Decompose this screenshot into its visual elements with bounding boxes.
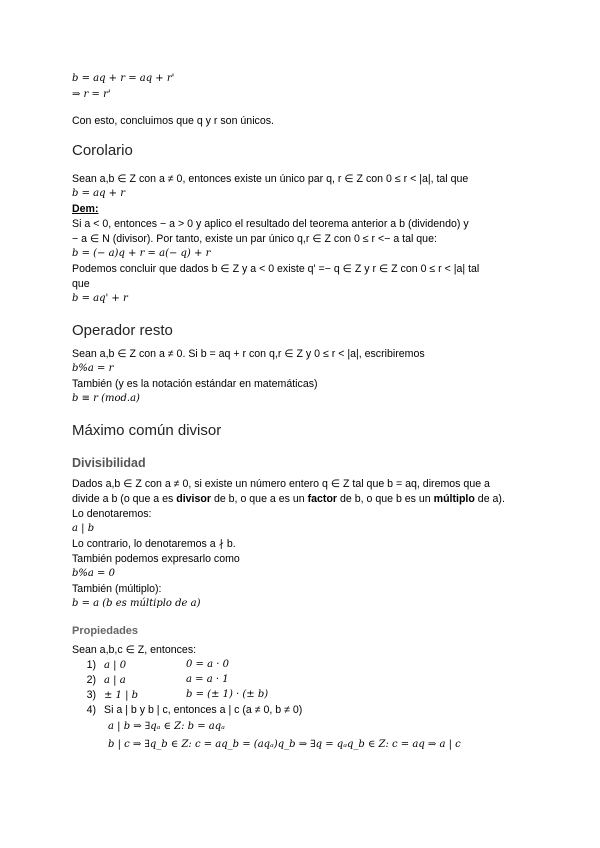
equation-line: a | b ⇒ ∃qₐ ∈ Z: b = aqₐ [108, 721, 225, 732]
list-number: 2) [86, 674, 96, 686]
text-run: de b, o que b es un [337, 493, 434, 505]
equation-line: b | c ⇒ ∃q_b ∈ Z: c = aq_b = (aqₐ)q_b ⇒ ∃q = qₐq_b ∈ Z: c = aq ⇒ a | c [108, 739, 461, 750]
paragraph: Si a < 0, entonces − a > 0 y aplico el resultado del teorema anterior a b (dividendo) y [72, 218, 469, 230]
heading-propiedades: Propiedades [72, 625, 139, 637]
equation-line: ⇒ r = r' [72, 89, 111, 100]
paragraph: Sean a,b ∈ Z con a ≠ 0. Si b = aq + r con q,r ∈ Z y 0 ≤ r < |a|, escribiremos [72, 348, 425, 360]
dem-label: Dem: [72, 203, 99, 215]
text-run: de a). [474, 493, 505, 505]
list-expr: a | 0 [104, 660, 127, 671]
paragraph: Con esto, concluimos que q y r son únicos. [72, 115, 274, 127]
paragraph: Sean a,b ∈ Z con a ≠ 0, entonces existe un único par q, r ∈ Z con 0 ≤ r < |a|, tal que [72, 173, 469, 185]
paragraph: También (y es la notación estándar en matemáticas) [72, 378, 318, 390]
list-proof: b = (± 1) · (± b) [186, 689, 269, 700]
heading-divisibilidad: Divisibilidad [72, 456, 146, 470]
list-expr: Si a | b y b | c, entonces a | c (a ≠ 0, b ≠ 0) [104, 704, 303, 716]
list-item [78, 703, 302, 717]
paragraph: Lo contrario, lo denotaremos a ∤ b. [72, 538, 236, 550]
list-proof: 0 = a · 0 [186, 659, 229, 670]
equation-line: b ≡ r (mod.a) [72, 393, 140, 404]
term-divisor: divisor [176, 493, 211, 505]
paragraph: También podemos expresarlo como [72, 553, 240, 565]
paragraph: Podemos concluir que dados b ∈ Z y a < 0 existe q' =− q ∈ Z y r ∈ Z con 0 ≤ r < |a| tal [72, 263, 480, 275]
heading-maximo-comun-divisor: Máximo común divisor [72, 422, 222, 439]
term-factor: factor [307, 493, 338, 505]
equation-line: b = aq + r [72, 188, 126, 199]
term-multiplo: múltiplo [433, 493, 475, 505]
list-item [78, 688, 269, 703]
equation-line: a | b [72, 523, 95, 534]
equation-line: b = a (b es múltiplo de a) [72, 598, 201, 609]
list-item [78, 658, 229, 673]
text-run: divide a b (o que a es [72, 493, 177, 505]
paragraph: que [72, 278, 90, 290]
list-expr: ± 1 | b [104, 690, 139, 701]
equation-line: b%a = r [72, 363, 114, 374]
paragraph: Sean a,b,c ∈ Z, entonces: [72, 644, 197, 656]
paragraph-mixed [72, 492, 505, 506]
heading-corolario: Corolario [72, 142, 133, 159]
paragraph: También (múltiplo): [72, 583, 162, 595]
heading-operador-resto: Operador resto [72, 322, 173, 339]
equation-line: b%a = 0 [72, 568, 115, 579]
paragraph: − a ∈ N (divisor). Por tanto, existe un par único q,r ∈ Z con 0 ≤ r <− a tal que: [72, 233, 437, 245]
list-item [78, 673, 229, 688]
text-run: de b, o que a es un [211, 493, 308, 505]
list-number: 4) [86, 704, 96, 716]
equation-line: b = (− a)q + r = a(− q) + r [72, 248, 211, 259]
list-number: 3) [86, 689, 96, 701]
equation-line: b = aq' + r [72, 293, 128, 304]
paragraph: Lo denotaremos: [72, 508, 152, 520]
paragraph: Dados a,b ∈ Z con a ≠ 0, si existe un número entero q ∈ Z tal que b = aq, diremos que a [72, 478, 490, 490]
list-number: 1) [86, 659, 96, 671]
list-expr: a | a [104, 675, 126, 686]
equation-line: b = aq + r = aq + r' [72, 73, 175, 84]
list-proof: a = a · 1 [186, 674, 229, 685]
